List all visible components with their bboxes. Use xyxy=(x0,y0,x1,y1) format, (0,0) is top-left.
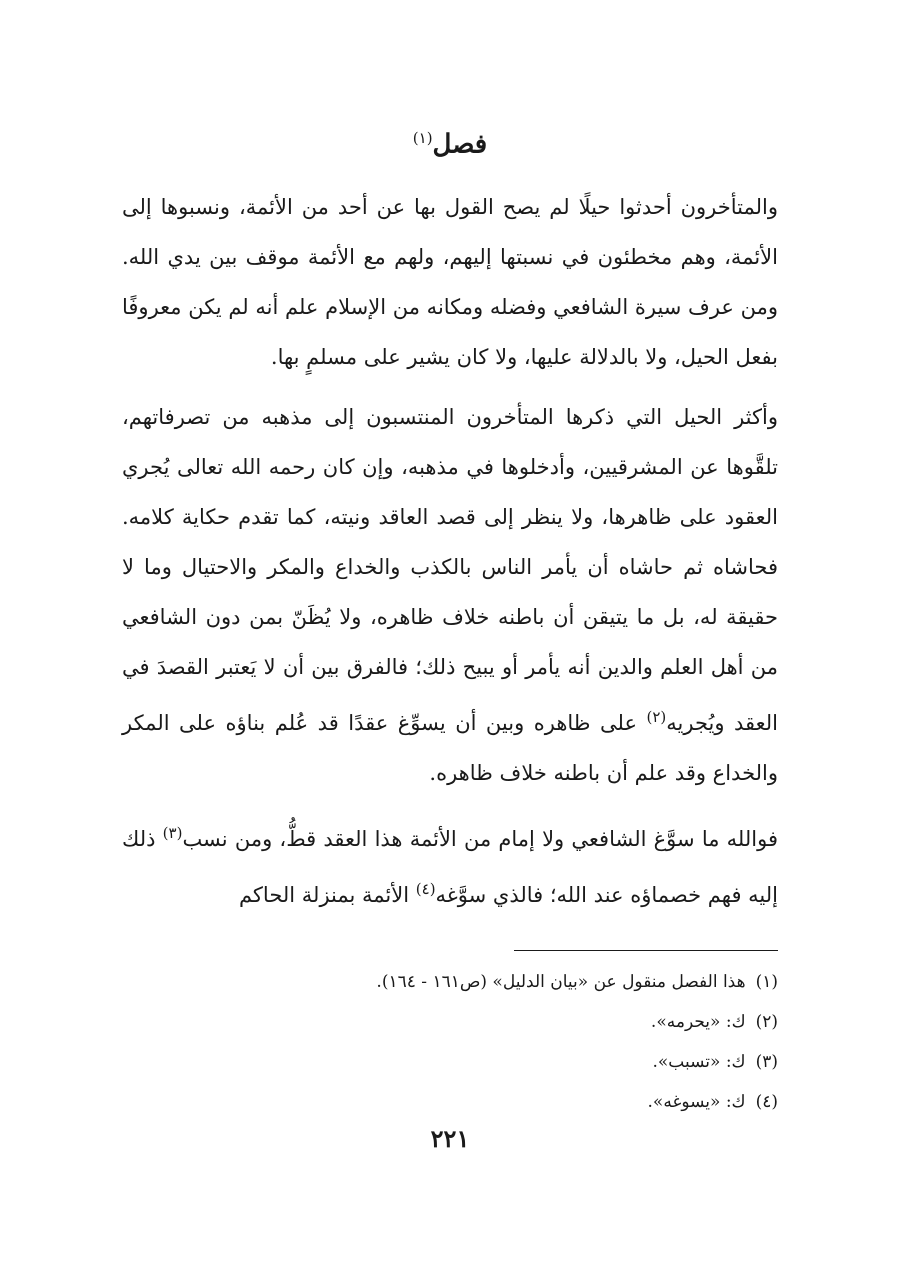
paragraph-2-text-a: وأكثر الحيل التي ذكرها المتأخرون المنتسبون إلى مذهبه من تصرفاتهم، تلقَّوها عن المشرقيين، وأدخلوها في مذهبه، وإن كان رحمه الله تعالى يُجري العقود على ظاهرها، ولا ينظر إلى قصد العاقد ونيته، كما تقدم حكاية كلامه. فحاشاه ثم حاشاه أن يأمر الناس بالكذب والخداع والمكر والاحتيال وما لا حقيقة له، بل ما يتيقن أن باطنه خلاف ظاهره، ولا يُظَنّ بمن دون الشافعي من أهل العلم والدين أنه يأمر أو يبيح ذلك؛ فالفرق بين أن لا يَعتبر القصدَ في العقد ويُجريه xyxy=(122,405,778,735)
footnote-ref-2: (٢) xyxy=(646,708,667,726)
footnote-text: ك: «يسوغه». xyxy=(647,1092,746,1112)
footnote-text: ك: «تسبب». xyxy=(652,1052,746,1072)
page-number: ٢٢١ xyxy=(430,1124,470,1153)
footnote-number: (٢) xyxy=(755,1012,778,1032)
footnote-1 xyxy=(122,962,778,1002)
footnote-number: (٣) xyxy=(755,1052,778,1072)
paragraph-3 xyxy=(122,808,778,920)
footnote-number: (٤) xyxy=(755,1092,778,1112)
footnote-number: (١) xyxy=(755,972,778,992)
section-heading xyxy=(0,118,900,165)
footnotes xyxy=(122,962,778,1122)
paragraph-2-text-b: على ظاهره وبين أن يسوِّغ عقدًا قد عُلم بناؤه على المكر والخداع وقد علم أن باطنه خلاف ظاهره. xyxy=(122,711,778,785)
footnote-2 xyxy=(122,1002,778,1042)
footnote-divider xyxy=(514,950,778,951)
paragraph-1-text: والمتأخرون أحدثوا حيلًا لم يصح القول بها عن أحد من الأئمة، ونسبوها إلى الأئمة، وهم مخطئون في نسبتها إليهم، ولهم مع الأئمة موقف بين يدي الله. ومن عرف سيرة الشافعي وفضله ومكانه من الإسلام علم أنه لم يكن معروفًا بفعل الحيل، ولا بالدلالة عليها، ولا كان يشير على مسلمٍ بها. xyxy=(122,195,778,369)
paragraph-2 xyxy=(122,392,778,798)
footnote-4 xyxy=(122,1082,778,1122)
footnote-text: هذا الفصل منقول عن «بيان الدليل» (ص١٦١ - ١٦٤). xyxy=(376,972,746,992)
footnote-text: ك: «يحرمه». xyxy=(650,1012,746,1032)
footnote-3 xyxy=(122,1042,778,1082)
body-text xyxy=(122,182,778,930)
paragraph-3-text-c: الأئمة بمنزلة الحاكم xyxy=(238,883,416,907)
heading-footnote-ref: (١) xyxy=(412,129,433,147)
footnote-ref-3: (٣) xyxy=(162,824,183,842)
section-title: فصل xyxy=(432,129,488,160)
paragraph-3-text-b: ذلك إليه فهم خصماؤه عند الله؛ فالذي سوَّغه xyxy=(122,827,778,907)
paragraph-1 xyxy=(122,182,778,382)
footnote-ref-4: (٤) xyxy=(415,880,436,898)
paragraph-3-text-a: فوالله ما سوَّغ الشافعي ولا إمام من الأئمة هذا العقد قطُّ، ومن نسب xyxy=(182,827,778,851)
